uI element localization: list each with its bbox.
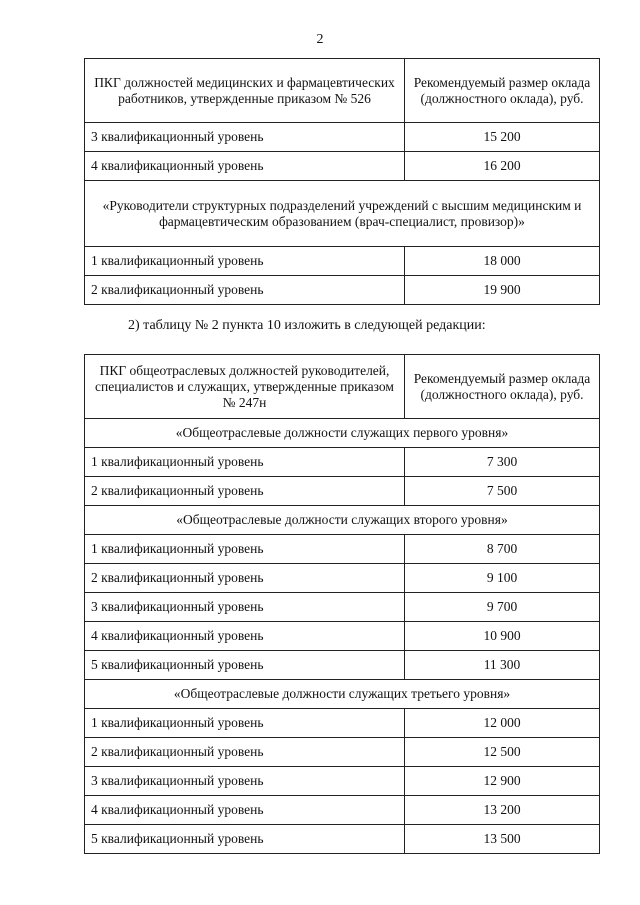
salary-table-general: [84, 354, 600, 854]
table-header-row: [85, 59, 600, 123]
salary-value: 7 500: [405, 477, 600, 506]
salary-value: 12 500: [405, 738, 600, 767]
salary-value: 9 100: [405, 564, 600, 593]
header-salary-column: Рекомендуемый размер оклада (должностного оклада), руб.: [405, 355, 600, 419]
salary-value: 12 900: [405, 767, 600, 796]
qualification-level: 2 квалификационный уровень: [85, 738, 405, 767]
salary-value: 10 900: [405, 622, 600, 651]
qualification-level: 2 квалификационный уровень: [85, 276, 405, 305]
qualification-level: 1 квалификационный уровень: [85, 448, 405, 477]
table-row: [85, 276, 600, 305]
qualification-level: 4 квалификационный уровень: [85, 152, 405, 181]
header-salary-column: Рекомендуемый размер оклада (должностного оклада), руб.: [405, 59, 600, 123]
salary-value: 7 300: [405, 448, 600, 477]
salary-value: 11 300: [405, 651, 600, 680]
table-row: [85, 825, 600, 854]
group-header-row: [85, 181, 600, 247]
group-header-row: [85, 680, 600, 709]
header-pkg-column: ПКГ должностей медицинских и фармацевтических работников, утвержденные приказом № 526: [85, 59, 405, 123]
group-title: «Общеотраслевые должности служащих третьего уровня»: [85, 680, 600, 709]
intro-paragraph: 2) таблицу № 2 пункта 10 изложить в следующей редакции:: [128, 318, 486, 333]
group-title: «Руководители структурных подразделений учреждений с высшим медицинским и фармацевтическим образованием (врач-специалист, провизор)»: [85, 181, 600, 247]
qualification-level: 2 квалификационный уровень: [85, 477, 405, 506]
table-row: [85, 767, 600, 796]
qualification-level: 5 квалификационный уровень: [85, 651, 405, 680]
table-row: [85, 593, 600, 622]
qualification-level: 4 квалификационный уровень: [85, 622, 405, 651]
page-number: 2: [316, 32, 324, 47]
salary-table-medical: [84, 58, 600, 305]
table-row: [85, 651, 600, 680]
table-row: [85, 535, 600, 564]
salary-value: 13 500: [405, 825, 600, 854]
group-header-row: [85, 506, 600, 535]
table-row: [85, 448, 600, 477]
qualification-level: 4 квалификационный уровень: [85, 796, 405, 825]
table-row: [85, 796, 600, 825]
table-row: [85, 247, 600, 276]
qualification-level: 1 квалификационный уровень: [85, 709, 405, 738]
table-row: [85, 477, 600, 506]
table-row: [85, 622, 600, 651]
table-row: [85, 564, 600, 593]
salary-value: 12 000: [405, 709, 600, 738]
salary-value: 19 900: [405, 276, 600, 305]
qualification-level: 1 квалификационный уровень: [85, 535, 405, 564]
salary-value: 13 200: [405, 796, 600, 825]
salary-value: 16 200: [405, 152, 600, 181]
table-header-row: [85, 355, 600, 419]
salary-value: 8 700: [405, 535, 600, 564]
qualification-level: 5 квалификационный уровень: [85, 825, 405, 854]
salary-value: 15 200: [405, 123, 600, 152]
qualification-level: 3 квалификационный уровень: [85, 593, 405, 622]
group-header-row: [85, 419, 600, 448]
qualification-level: 1 квалификационный уровень: [85, 247, 405, 276]
salary-value: 9 700: [405, 593, 600, 622]
group-title: «Общеотраслевые должности служащих первого уровня»: [85, 419, 600, 448]
table-row: [85, 123, 600, 152]
salary-value: 18 000: [405, 247, 600, 276]
qualification-level: 3 квалификационный уровень: [85, 123, 405, 152]
table-row: [85, 709, 600, 738]
qualification-level: 3 квалификационный уровень: [85, 767, 405, 796]
group-title: «Общеотраслевые должности служащих второго уровня»: [85, 506, 600, 535]
table-row: [85, 738, 600, 767]
header-pkg-column: ПКГ общеотраслевых должностей руководителей, специалистов и служащих, утвержденные приказом № 247н: [85, 355, 405, 419]
table-row: [85, 152, 600, 181]
qualification-level: 2 квалификационный уровень: [85, 564, 405, 593]
